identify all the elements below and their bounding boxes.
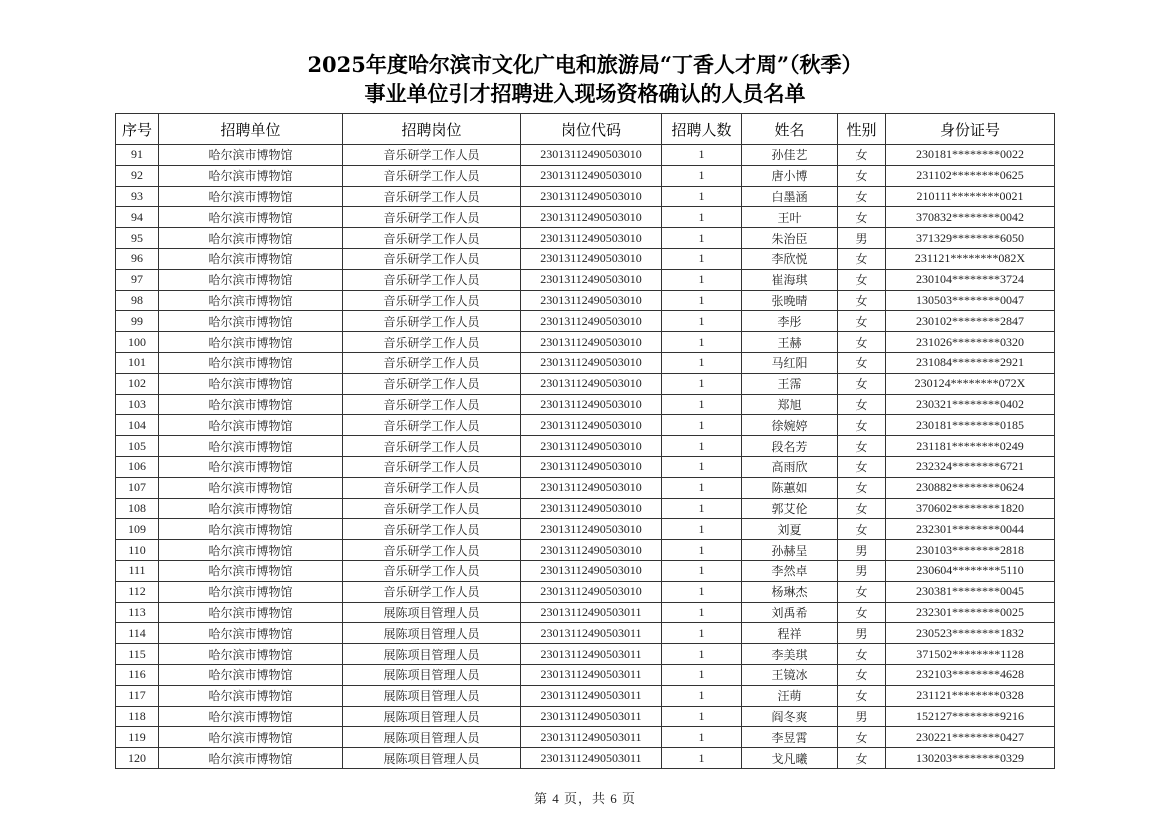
cell-unit: 哈尔滨市博物馆 xyxy=(159,498,343,519)
cell-id-number: 371502********1128 xyxy=(886,644,1055,665)
table-row xyxy=(116,373,1055,394)
cell-position: 音乐研学工作人员 xyxy=(343,228,521,249)
cell-gender: 女 xyxy=(838,748,886,769)
cell-position: 音乐研学工作人员 xyxy=(343,290,521,311)
table-row xyxy=(116,477,1055,498)
cell-name: 刘夏 xyxy=(742,519,838,540)
cell-hire-count: 1 xyxy=(662,664,742,685)
cell-unit: 哈尔滨市博物馆 xyxy=(159,560,343,581)
cell-id-number: 232301********0044 xyxy=(886,519,1055,540)
cell-index: 93 xyxy=(116,186,159,207)
cell-hire-count: 1 xyxy=(662,436,742,457)
table-row xyxy=(116,248,1055,269)
cell-hire-count: 1 xyxy=(662,311,742,332)
cell-unit: 哈尔滨市博物馆 xyxy=(159,373,343,394)
cell-gender: 女 xyxy=(838,581,886,602)
cell-index: 114 xyxy=(116,623,159,644)
cell-gender: 女 xyxy=(838,415,886,436)
cell-name: 张晚晴 xyxy=(742,290,838,311)
table-body xyxy=(116,145,1055,769)
cell-hire-count: 1 xyxy=(662,602,742,623)
col-header-unit: 招聘单位 xyxy=(159,114,343,145)
cell-position-code: 23013112490503011 xyxy=(521,727,662,748)
cell-gender: 男 xyxy=(838,706,886,727)
cell-name: 李欣悦 xyxy=(742,248,838,269)
cell-gender: 男 xyxy=(838,560,886,581)
cell-hire-count: 1 xyxy=(662,498,742,519)
table-row xyxy=(116,165,1055,186)
table-row xyxy=(116,519,1055,540)
cell-id-number: 230523********1832 xyxy=(886,623,1055,644)
cell-index: 94 xyxy=(116,207,159,228)
cell-position-code: 23013112490503010 xyxy=(521,290,662,311)
cell-position-code: 23013112490503011 xyxy=(521,706,662,727)
table-row xyxy=(116,352,1055,373)
cell-position-code: 23013112490503011 xyxy=(521,602,662,623)
cell-gender: 女 xyxy=(838,727,886,748)
cell-gender: 男 xyxy=(838,228,886,249)
cell-name: 孙佳艺 xyxy=(742,145,838,166)
cell-hire-count: 1 xyxy=(662,269,742,290)
cell-index: 107 xyxy=(116,477,159,498)
cell-hire-count: 1 xyxy=(662,727,742,748)
cell-name: 程祥 xyxy=(742,623,838,644)
document-title-line-2: 事业单位引才招聘进入现场资格确认的人员名单 xyxy=(364,81,806,106)
cell-position: 音乐研学工作人员 xyxy=(343,165,521,186)
cell-position: 音乐研学工作人员 xyxy=(343,311,521,332)
cell-index: 112 xyxy=(116,581,159,602)
cell-name: 李昱霄 xyxy=(742,727,838,748)
cell-gender: 女 xyxy=(838,207,886,228)
cell-gender: 女 xyxy=(838,145,886,166)
cell-hire-count: 1 xyxy=(662,456,742,477)
cell-position-code: 23013112490503010 xyxy=(521,186,662,207)
cell-gender: 男 xyxy=(838,623,886,644)
cell-position: 音乐研学工作人员 xyxy=(343,498,521,519)
cell-gender: 女 xyxy=(838,498,886,519)
cell-id-number: 230104********3724 xyxy=(886,269,1055,290)
table-row xyxy=(116,727,1055,748)
cell-gender: 女 xyxy=(838,290,886,311)
cell-hire-count: 1 xyxy=(662,623,742,644)
col-header-position: 招聘岗位 xyxy=(343,114,521,145)
cell-unit: 哈尔滨市博物馆 xyxy=(159,623,343,644)
cell-hire-count: 1 xyxy=(662,581,742,602)
cell-position-code: 23013112490503010 xyxy=(521,394,662,415)
cell-index: 98 xyxy=(116,290,159,311)
cell-unit: 哈尔滨市博物馆 xyxy=(159,477,343,498)
cell-id-number: 231102********0625 xyxy=(886,165,1055,186)
cell-position: 音乐研学工作人员 xyxy=(343,145,521,166)
cell-hire-count: 1 xyxy=(662,706,742,727)
cell-unit: 哈尔滨市博物馆 xyxy=(159,581,343,602)
table-row xyxy=(116,269,1055,290)
cell-gender: 女 xyxy=(838,269,886,290)
cell-index: 120 xyxy=(116,748,159,769)
cell-name: 郑旭 xyxy=(742,394,838,415)
cell-unit: 哈尔滨市博物馆 xyxy=(159,644,343,665)
table-row xyxy=(116,706,1055,727)
cell-name: 李彤 xyxy=(742,311,838,332)
cell-position-code: 23013112490503010 xyxy=(521,560,662,581)
cell-name: 高雨欣 xyxy=(742,456,838,477)
cell-id-number: 232301********0025 xyxy=(886,602,1055,623)
cell-position-code: 23013112490503010 xyxy=(521,456,662,477)
cell-id-number: 230181********0022 xyxy=(886,145,1055,166)
cell-gender: 女 xyxy=(838,394,886,415)
table-row xyxy=(116,664,1055,685)
cell-index: 119 xyxy=(116,727,159,748)
cell-id-number: 230221********0427 xyxy=(886,727,1055,748)
cell-id-number: 230381********0045 xyxy=(886,581,1055,602)
cell-position: 展陈项目管理人员 xyxy=(343,706,521,727)
cell-unit: 哈尔滨市博物馆 xyxy=(159,685,343,706)
cell-unit: 哈尔滨市博物馆 xyxy=(159,352,343,373)
cell-index: 108 xyxy=(116,498,159,519)
cell-name: 崔海琪 xyxy=(742,269,838,290)
cell-position-code: 23013112490503010 xyxy=(521,498,662,519)
cell-name: 李然卓 xyxy=(742,560,838,581)
cell-position-code: 23013112490503010 xyxy=(521,165,662,186)
table-row xyxy=(116,540,1055,561)
cell-position-code: 23013112490503010 xyxy=(521,311,662,332)
cell-name: 陈蕙如 xyxy=(742,477,838,498)
cell-gender: 女 xyxy=(838,664,886,685)
cell-id-number: 230103********2818 xyxy=(886,540,1055,561)
cell-position: 音乐研学工作人员 xyxy=(343,269,521,290)
cell-index: 102 xyxy=(116,373,159,394)
cell-name: 朱治臣 xyxy=(742,228,838,249)
cell-position: 展陈项目管理人员 xyxy=(343,727,521,748)
cell-position: 音乐研学工作人员 xyxy=(343,373,521,394)
cell-position-code: 23013112490503010 xyxy=(521,519,662,540)
cell-id-number: 130503********0047 xyxy=(886,290,1055,311)
page-number-footer: 第 4 页，共 6 页 xyxy=(533,791,636,806)
col-header-name: 姓名 xyxy=(742,114,838,145)
cell-id-number: 130203********0329 xyxy=(886,748,1055,769)
cell-id-number: 232324********6721 xyxy=(886,456,1055,477)
cell-gender: 女 xyxy=(838,186,886,207)
cell-name: 阎冬爽 xyxy=(742,706,838,727)
cell-position-code: 23013112490503010 xyxy=(521,145,662,166)
cell-id-number: 230124********072X xyxy=(886,373,1055,394)
table-row xyxy=(116,748,1055,769)
cell-id-number: 231026********0320 xyxy=(886,332,1055,353)
cell-position: 音乐研学工作人员 xyxy=(343,519,521,540)
cell-id-number: 232103********4628 xyxy=(886,664,1055,685)
cell-unit: 哈尔滨市博物馆 xyxy=(159,706,343,727)
cell-index: 110 xyxy=(116,540,159,561)
cell-hire-count: 1 xyxy=(662,290,742,311)
cell-hire-count: 1 xyxy=(662,228,742,249)
table-row xyxy=(116,436,1055,457)
cell-index: 111 xyxy=(116,560,159,581)
cell-hire-count: 1 xyxy=(662,415,742,436)
table-row xyxy=(116,644,1055,665)
cell-unit: 哈尔滨市博物馆 xyxy=(159,394,343,415)
cell-position-code: 23013112490503010 xyxy=(521,415,662,436)
cell-hire-count: 1 xyxy=(662,477,742,498)
cell-id-number: 371329********6050 xyxy=(886,228,1055,249)
table-row xyxy=(116,394,1055,415)
col-header-index: 序号 xyxy=(116,114,159,145)
cell-gender: 女 xyxy=(838,436,886,457)
cell-unit: 哈尔滨市博物馆 xyxy=(159,540,343,561)
cell-index: 109 xyxy=(116,519,159,540)
cell-name: 戈凡曦 xyxy=(742,748,838,769)
cell-position-code: 23013112490503011 xyxy=(521,685,662,706)
cell-position: 音乐研学工作人员 xyxy=(343,540,521,561)
cell-position: 音乐研学工作人员 xyxy=(343,581,521,602)
cell-position: 音乐研学工作人员 xyxy=(343,477,521,498)
cell-gender: 男 xyxy=(838,540,886,561)
cell-id-number: 370832********0042 xyxy=(886,207,1055,228)
cell-hire-count: 1 xyxy=(662,165,742,186)
cell-unit: 哈尔滨市博物馆 xyxy=(159,207,343,228)
cell-position-code: 23013112490503010 xyxy=(521,269,662,290)
cell-position: 音乐研学工作人员 xyxy=(343,415,521,436)
cell-unit: 哈尔滨市博物馆 xyxy=(159,664,343,685)
table-row xyxy=(116,623,1055,644)
cell-gender: 女 xyxy=(838,519,886,540)
cell-index: 99 xyxy=(116,311,159,332)
cell-gender: 女 xyxy=(838,456,886,477)
table-row xyxy=(116,207,1055,228)
cell-position-code: 23013112490503010 xyxy=(521,352,662,373)
cell-index: 104 xyxy=(116,415,159,436)
cell-hire-count: 1 xyxy=(662,352,742,373)
cell-gender: 女 xyxy=(838,248,886,269)
cell-gender: 女 xyxy=(838,644,886,665)
cell-gender: 女 xyxy=(838,165,886,186)
cell-position: 展陈项目管理人员 xyxy=(343,644,521,665)
cell-name: 孙赫呈 xyxy=(742,540,838,561)
cell-position: 音乐研学工作人员 xyxy=(343,352,521,373)
cell-hire-count: 1 xyxy=(662,332,742,353)
cell-position-code: 23013112490503010 xyxy=(521,477,662,498)
cell-name: 李美琪 xyxy=(742,644,838,665)
cell-unit: 哈尔滨市博物馆 xyxy=(159,186,343,207)
cell-hire-count: 1 xyxy=(662,644,742,665)
cell-unit: 哈尔滨市博物馆 xyxy=(159,228,343,249)
cell-position: 音乐研学工作人员 xyxy=(343,186,521,207)
cell-name: 王镜冰 xyxy=(742,664,838,685)
cell-name: 马红阳 xyxy=(742,352,838,373)
cell-unit: 哈尔滨市博物馆 xyxy=(159,290,343,311)
cell-index: 92 xyxy=(116,165,159,186)
cell-index: 115 xyxy=(116,644,159,665)
cell-position-code: 23013112490503011 xyxy=(521,664,662,685)
col-header-position-code: 岗位代码 xyxy=(521,114,662,145)
table-row xyxy=(116,332,1055,353)
cell-position: 展陈项目管理人员 xyxy=(343,685,521,706)
cell-id-number: 210111********0021 xyxy=(886,186,1055,207)
cell-id-number: 231121********0328 xyxy=(886,685,1055,706)
table-header-row xyxy=(116,114,1055,145)
cell-unit: 哈尔滨市博物馆 xyxy=(159,145,343,166)
cell-gender: 女 xyxy=(838,685,886,706)
cell-index: 101 xyxy=(116,352,159,373)
cell-position-code: 23013112490503010 xyxy=(521,332,662,353)
cell-id-number: 231121********082X xyxy=(886,248,1055,269)
cell-position: 音乐研学工作人员 xyxy=(343,248,521,269)
cell-name: 白墨涵 xyxy=(742,186,838,207)
cell-index: 91 xyxy=(116,145,159,166)
cell-index: 100 xyxy=(116,332,159,353)
cell-position-code: 23013112490503010 xyxy=(521,373,662,394)
cell-hire-count: 1 xyxy=(662,248,742,269)
cell-gender: 女 xyxy=(838,602,886,623)
cell-id-number: 370602********1820 xyxy=(886,498,1055,519)
cell-hire-count: 1 xyxy=(662,685,742,706)
document-title-line-1: 2025年度哈尔滨市文化广电和旅游局“丁香人才周”（秋季） xyxy=(307,52,863,77)
table-row xyxy=(116,311,1055,332)
cell-unit: 哈尔滨市博物馆 xyxy=(159,311,343,332)
candidate-table xyxy=(115,113,1055,769)
table-row xyxy=(116,560,1055,581)
cell-name: 徐婉婷 xyxy=(742,415,838,436)
cell-hire-count: 1 xyxy=(662,540,742,561)
cell-id-number: 152127********9216 xyxy=(886,706,1055,727)
cell-hire-count: 1 xyxy=(662,748,742,769)
cell-position-code: 23013112490503010 xyxy=(521,207,662,228)
cell-index: 113 xyxy=(116,602,159,623)
cell-position: 展陈项目管理人员 xyxy=(343,664,521,685)
cell-unit: 哈尔滨市博物馆 xyxy=(159,248,343,269)
cell-index: 97 xyxy=(116,269,159,290)
cell-position-code: 23013112490503010 xyxy=(521,248,662,269)
cell-index: 103 xyxy=(116,394,159,415)
cell-name: 杨琳杰 xyxy=(742,581,838,602)
table-row xyxy=(116,145,1055,166)
table-row xyxy=(116,498,1055,519)
cell-position: 展陈项目管理人员 xyxy=(343,623,521,644)
cell-position-code: 23013112490503010 xyxy=(521,540,662,561)
cell-position: 展陈项目管理人员 xyxy=(343,602,521,623)
cell-hire-count: 1 xyxy=(662,145,742,166)
table-row xyxy=(116,602,1055,623)
cell-hire-count: 1 xyxy=(662,373,742,394)
cell-unit: 哈尔滨市博物馆 xyxy=(159,436,343,457)
cell-unit: 哈尔滨市博物馆 xyxy=(159,602,343,623)
cell-index: 118 xyxy=(116,706,159,727)
cell-name: 王赫 xyxy=(742,332,838,353)
cell-index: 95 xyxy=(116,228,159,249)
table-row xyxy=(116,456,1055,477)
cell-unit: 哈尔滨市博物馆 xyxy=(159,519,343,540)
cell-unit: 哈尔滨市博物馆 xyxy=(159,332,343,353)
cell-position: 展陈项目管理人员 xyxy=(343,748,521,769)
cell-hire-count: 1 xyxy=(662,519,742,540)
cell-position-code: 23013112490503011 xyxy=(521,748,662,769)
cell-position-code: 23013112490503011 xyxy=(521,623,662,644)
cell-unit: 哈尔滨市博物馆 xyxy=(159,727,343,748)
cell-position: 音乐研学工作人员 xyxy=(343,436,521,457)
cell-id-number: 230882********0624 xyxy=(886,477,1055,498)
cell-gender: 女 xyxy=(838,311,886,332)
cell-unit: 哈尔滨市博物馆 xyxy=(159,269,343,290)
cell-id-number: 230321********0402 xyxy=(886,394,1055,415)
cell-position-code: 23013112490503010 xyxy=(521,581,662,602)
cell-name: 刘禹希 xyxy=(742,602,838,623)
table-row xyxy=(116,581,1055,602)
cell-unit: 哈尔滨市博物馆 xyxy=(159,165,343,186)
cell-id-number: 230604********5110 xyxy=(886,560,1055,581)
cell-index: 105 xyxy=(116,436,159,457)
cell-unit: 哈尔滨市博物馆 xyxy=(159,415,343,436)
table-row xyxy=(116,290,1055,311)
cell-gender: 女 xyxy=(838,373,886,394)
cell-id-number: 230102********2847 xyxy=(886,311,1055,332)
cell-id-number: 230181********0185 xyxy=(886,415,1055,436)
cell-index: 106 xyxy=(116,456,159,477)
cell-gender: 女 xyxy=(838,332,886,353)
cell-position: 音乐研学工作人员 xyxy=(343,560,521,581)
table-row xyxy=(116,228,1055,249)
cell-name: 王叶 xyxy=(742,207,838,228)
col-header-hire-count: 招聘人数 xyxy=(662,114,742,145)
cell-gender: 女 xyxy=(838,352,886,373)
cell-position: 音乐研学工作人员 xyxy=(343,456,521,477)
cell-position-code: 23013112490503010 xyxy=(521,436,662,457)
cell-position-code: 23013112490503010 xyxy=(521,228,662,249)
table-row xyxy=(116,685,1055,706)
cell-index: 96 xyxy=(116,248,159,269)
cell-position: 音乐研学工作人员 xyxy=(343,394,521,415)
cell-name: 王霈 xyxy=(742,373,838,394)
cell-hire-count: 1 xyxy=(662,394,742,415)
cell-name: 唐小博 xyxy=(742,165,838,186)
cell-gender: 女 xyxy=(838,477,886,498)
cell-position: 音乐研学工作人员 xyxy=(343,207,521,228)
cell-position-code: 23013112490503011 xyxy=(521,644,662,665)
cell-position: 音乐研学工作人员 xyxy=(343,332,521,353)
cell-unit: 哈尔滨市博物馆 xyxy=(159,748,343,769)
col-header-id-number: 身份证号 xyxy=(886,114,1055,145)
cell-id-number: 231084********2921 xyxy=(886,352,1055,373)
cell-name: 汪萌 xyxy=(742,685,838,706)
col-header-gender: 性别 xyxy=(838,114,886,145)
cell-hire-count: 1 xyxy=(662,560,742,581)
table-row xyxy=(116,415,1055,436)
cell-index: 117 xyxy=(116,685,159,706)
table-row xyxy=(116,186,1055,207)
cell-index: 116 xyxy=(116,664,159,685)
cell-hire-count: 1 xyxy=(662,207,742,228)
cell-name: 段名芳 xyxy=(742,436,838,457)
cell-name: 郭艾伦 xyxy=(742,498,838,519)
cell-unit: 哈尔滨市博物馆 xyxy=(159,456,343,477)
cell-hire-count: 1 xyxy=(662,186,742,207)
cell-id-number: 231181********0249 xyxy=(886,436,1055,457)
